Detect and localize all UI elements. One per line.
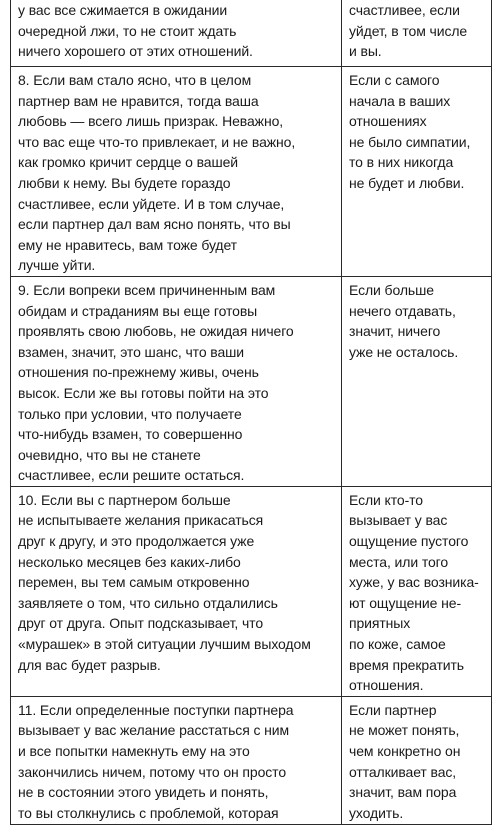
text-line: ощущение пустого [349, 533, 469, 550]
text-line: по коже, самое [349, 636, 446, 653]
main-text-cell [11, 0, 342, 67]
text-line: что вас еще что-то привлекает, и не важно, [18, 133, 296, 150]
text-line: взамен, значит, это шанс, что ваши [18, 343, 245, 360]
text-line: лучше уйти. [18, 257, 96, 274]
text-line: отношениях [349, 113, 427, 130]
text-line: 8. Если вам стало ясно, что в целом [18, 72, 252, 88]
summary-cell [342, 276, 492, 486]
table-row [11, 486, 492, 696]
table-row [11, 276, 492, 486]
text-line: и все попытки намекнуть ему на это [18, 743, 250, 759]
summary-cell [342, 0, 492, 67]
text-line: любви к нему. Вы будете гораздо [18, 174, 231, 191]
text-line: уходить. [349, 804, 404, 821]
main-text-cell [11, 696, 342, 824]
summary-cell [342, 486, 492, 696]
text-line: Если партнер [349, 701, 437, 718]
main-text-cell [11, 67, 342, 277]
text-line: время прекратить [349, 656, 464, 673]
text-line: Если с самого [349, 72, 440, 88]
main-text-cell [11, 276, 342, 486]
text-line: чем конкретно он [349, 743, 461, 759]
text-line: только при условии, что получаете [18, 405, 242, 422]
text-line: отношения по-прежнему живы, очень [18, 364, 259, 381]
text-line: Если кто-то [349, 491, 423, 508]
text-line: счастливее, если [349, 2, 460, 18]
text-line: ют ощущение не- [349, 594, 462, 611]
main-text-cell [11, 486, 342, 696]
text-line: отношения. [349, 677, 424, 694]
text-line: отталкивает вас, [349, 763, 457, 780]
text-line: вызывает у вас желание расстаться с ним [18, 722, 290, 739]
text-line: счастливее, если уйдете. И в том случае, [18, 195, 285, 212]
text-line: начала в ваших [349, 92, 451, 109]
text-line: 10. Если вы с партнером больше [18, 491, 231, 508]
text-line: и вы. [349, 43, 382, 60]
text-line: очевидно, что вы не станете [18, 446, 201, 463]
text-line: для вас будет разрыв. [18, 656, 161, 673]
text-line: ему не нравитесь, вам тоже будет [18, 236, 237, 253]
text-line: значит, вам пора [349, 784, 457, 801]
text-line: если партнер дал вам ясно понять, что вы [18, 216, 291, 233]
text-line: значит, ничего [349, 323, 441, 340]
summary-cell [342, 67, 492, 277]
table-row [11, 696, 492, 824]
text-line: у вас все сжимается в ожидании [18, 2, 228, 18]
table-body [11, 0, 492, 824]
text-line: перемен, вы тем самым откровенно [18, 574, 250, 591]
text-line: Если больше [349, 281, 434, 298]
text-line: 11. Если определенные поступки партнера [18, 701, 294, 718]
text-line: проявлять свою любовь, не ожидая ничего [18, 323, 294, 340]
text-line: обидам и страданиям вы еще готовы [18, 302, 258, 319]
text-line: то вы столкнулись с проблемой, которая [18, 804, 279, 821]
text-line: приятных [349, 615, 411, 632]
text-line: 9. Если вопреки всем причиненным вам [18, 281, 276, 298]
text-line: то в них никогда [349, 154, 454, 171]
text-line: не в состоянии этого увидеть и понять, [18, 784, 269, 801]
text-line: ничего хорошего от этих отношений. [18, 43, 253, 60]
text-line: очередной лжи, то не стоит ждать [18, 22, 237, 39]
text-line: друг от друга. Опыт подсказывает, что [18, 615, 264, 632]
text-line: не испытываете желания прикасаться [18, 512, 264, 529]
text-line: не было симпатии, [349, 133, 471, 150]
text-line: заявляете о том, что сильно отдалились [18, 594, 278, 611]
table-row [11, 67, 492, 277]
text-line: уже не осталось. [349, 343, 459, 360]
text-line: что-нибудь взамен, то совершенно [18, 426, 243, 443]
text-line: хуже, у вас возника- [349, 574, 479, 591]
table-row [11, 0, 492, 67]
text-line: высок. Если же вы готовы пойти на это [18, 384, 269, 401]
text-line: нечего отдавать, [349, 302, 456, 319]
text-line: уйдет, в том числе [349, 22, 468, 39]
text-line: места, или того [349, 553, 449, 570]
text-line: несколько месяцев без каких-либо [18, 553, 241, 570]
text-line: не будет и любви. [349, 174, 465, 191]
text-line: партнер вам не нравится, тогда ваша [18, 92, 259, 109]
summary-cell [342, 696, 492, 824]
text-line: вызывает у вас [349, 512, 448, 529]
text-line: «мурашек» в этой ситуации лучшим выходом [18, 636, 311, 653]
two-column-table [10, 0, 492, 825]
text-line: любовь — всего лишь призрак. Неважно, [18, 113, 284, 130]
text-line: как громко кричит сердце о вашей [18, 154, 238, 171]
text-line: счастливее, если решите остаться. [18, 467, 245, 484]
text-line: не может понять, [349, 722, 460, 739]
text-line: закончились ничем, потому что он просто [18, 763, 287, 780]
text-line: друг к другу, и это продолжается уже [18, 533, 255, 550]
